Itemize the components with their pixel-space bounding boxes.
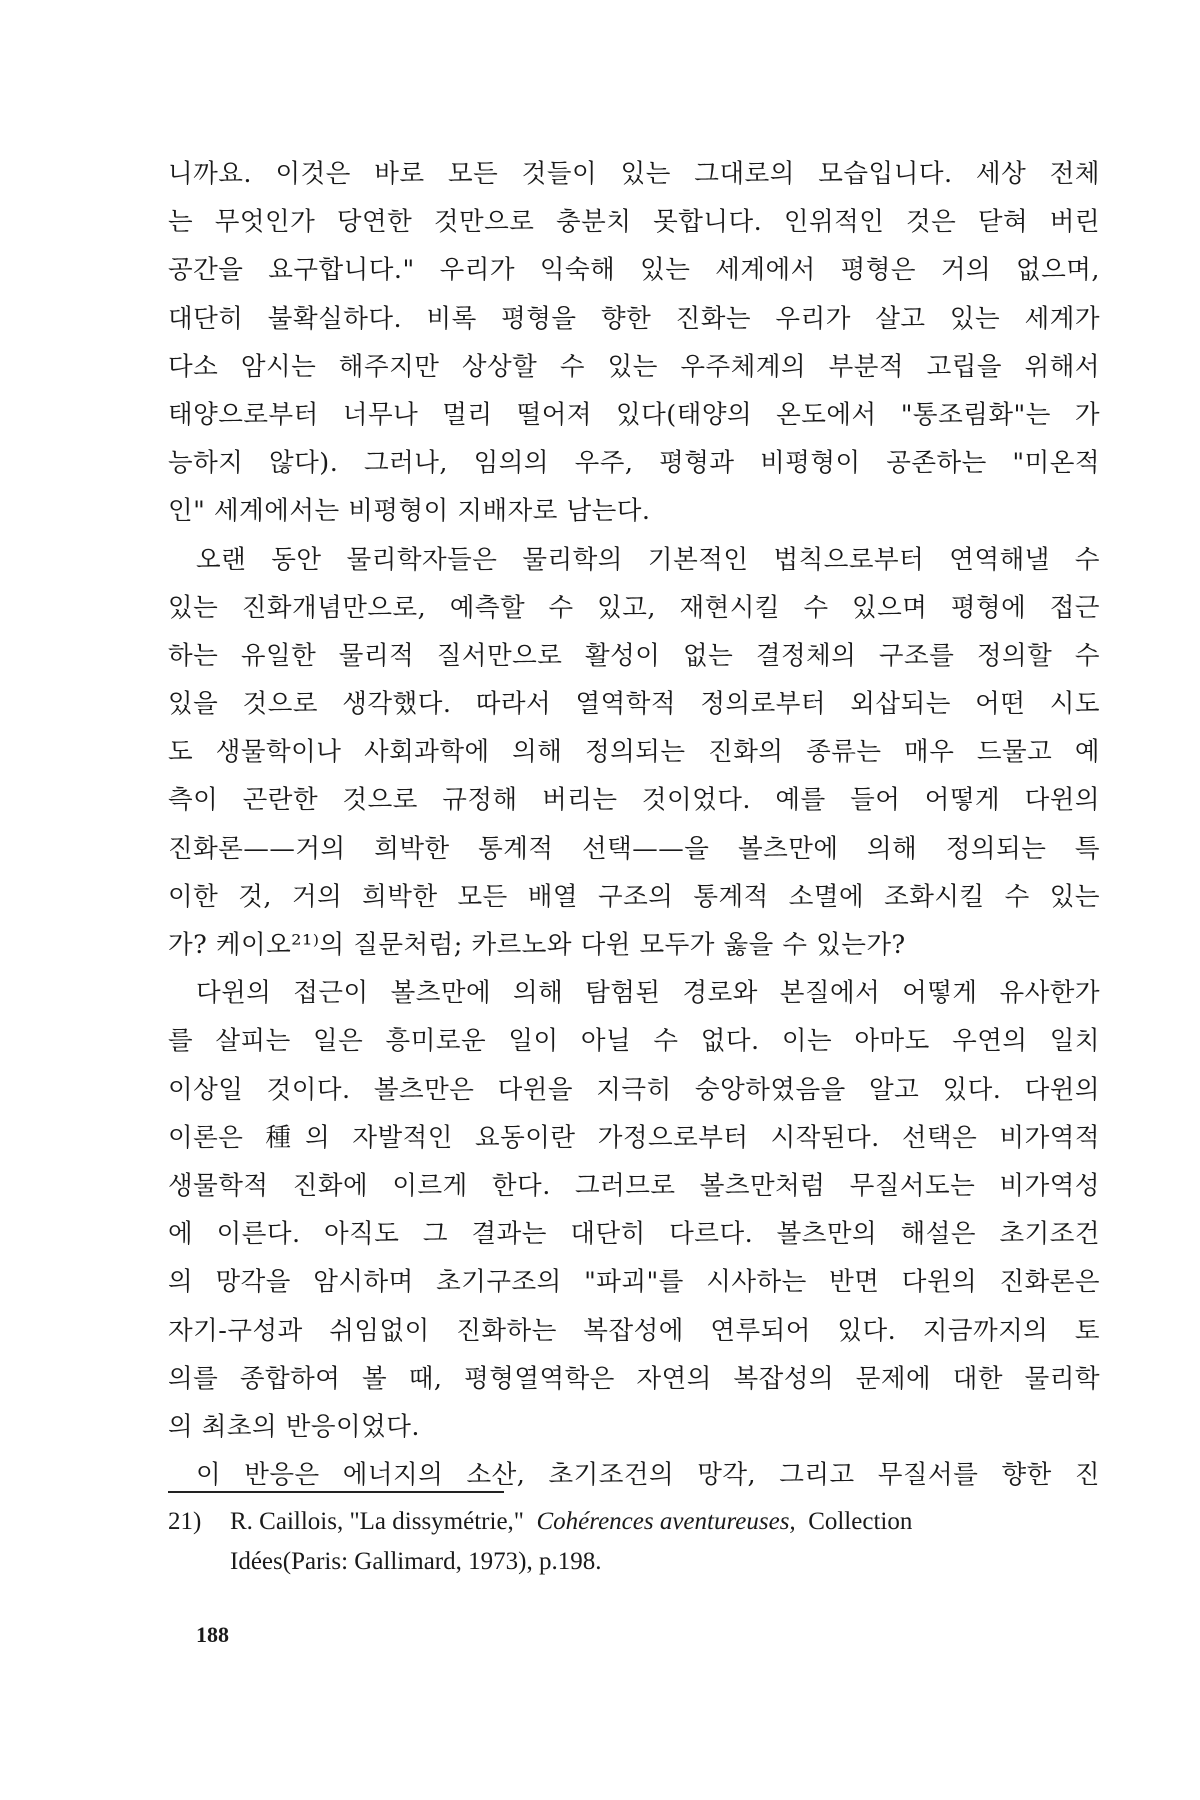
text-line: 이 반응은 에너지의 소산, 초기조건의 망각, 그리고 무질서를 향한 진 bbox=[196, 1460, 1100, 1491]
text-line: 가? 케이오²¹⁾의 질문처럼; 카르노와 다윈 모두가 옳을 수 있는가? bbox=[168, 930, 906, 960]
text-line: 인" 세계에서는 비평형이 지배자로 남는다. bbox=[168, 496, 651, 527]
text-line: 능하지 않다). 그러나, 임의의 우주, 평형과 비평형이 공존하는 "미온적 bbox=[168, 448, 1100, 479]
text-line: 있을 것으로 생각했다. 따라서 열역학적 정의로부터 외삽되는 어떤 시도 bbox=[168, 689, 1100, 720]
text-line: 의 망각을 암시하며 초기구조의 "파괴"를 시사하는 반면 다윈의 진화론은 bbox=[168, 1267, 1100, 1298]
text-line: 하는 유일한 물리적 질서만으로 활성이 없는 결정체의 구조를 정의할 수 bbox=[168, 640, 1100, 671]
text-line: 다소 암시는 해주지만 상상할 수 있는 우주체계의 부분적 고립을 위해서 bbox=[168, 351, 1100, 382]
text-line: 있는 진화개념만으로, 예측할 수 있고, 재현시킬 수 있으며 평형에 접근 bbox=[168, 592, 1100, 623]
footnote bbox=[168, 1502, 1100, 1582]
text-line: 도 생물학이나 사회과학에 의해 정의되는 진화의 종류는 매우 드물고 예 bbox=[168, 737, 1100, 768]
footnote-book-title: Cohérences aventureuses, bbox=[536, 1508, 796, 1535]
text-line: 이한 것, 거의 희박한 모든 배열 구조의 통계적 소멸에 조화시킬 수 있는 bbox=[168, 881, 1100, 912]
text-line: 의 최초의 반응이었다. bbox=[168, 1411, 421, 1442]
text-line: 의를 종합하여 볼 때, 평형열역학은 자연의 복잡성의 문제에 대한 물리학 bbox=[168, 1363, 1100, 1394]
text-line: 이상일 것이다. 볼츠만은 다윈을 지극히 숭앙하였음을 알고 있다. 다윈의 bbox=[168, 1074, 1100, 1105]
footnote-collection: Collection bbox=[808, 1508, 913, 1535]
footnote-line: Idées(Paris: Gallimard, 1973), p.198. bbox=[230, 1548, 602, 1575]
text-line: 측이 곤란한 것으로 규정해 버리는 것이었다. 예를 들어 어떻게 다윈의 bbox=[168, 785, 1100, 816]
text-line: 이론은 種의 자발적인 요동이란 가정으로부터 시작된다. 선택은 비가역적 bbox=[168, 1122, 1100, 1153]
footnote-author: R. Caillois, "La dissymétrie," bbox=[230, 1508, 524, 1535]
text-line: 대단히 불확실하다. 비록 평형을 향한 진화는 우리가 살고 있는 세계가 bbox=[168, 303, 1100, 334]
text-line: 생물학적 진화에 이르게 한다. 그러므로 볼츠만처럼 무질서도는 비가역성 bbox=[168, 1170, 1100, 1201]
text-line: 태양으로부터 너무나 멀리 떨어져 있다(태양의 온도에서 "통조림화"는 가 bbox=[168, 399, 1100, 430]
footnote-line bbox=[168, 1502, 1100, 1542]
text-line: 자기-구성과 쉬임없이 진화하는 복잡성에 연루되어 있다. 지금까지의 토 bbox=[168, 1315, 1100, 1346]
text-line: 오랜 동안 물리학자들은 물리학의 기본적인 법칙으로부터 연역해낼 수 bbox=[196, 544, 1100, 575]
text-line: 공간을 요구합니다." 우리가 익숙해 있는 세계에서 평형은 거의 없으며, bbox=[168, 255, 1100, 286]
text-line: 는 무엇인가 당연한 것만으로 충분치 못합니다. 인위적인 것은 닫혀 버린 bbox=[168, 207, 1100, 238]
text-line: 를 살피는 일은 흥미로운 일이 아닐 수 없다. 이는 아마도 우연의 일치 bbox=[168, 1026, 1100, 1057]
text-line: 진화론——거의 희박한 통계적 선택——을 볼츠만에 의해 정의되는 특 bbox=[168, 833, 1100, 864]
text-line: 다윈의 접근이 볼츠만에 의해 탐험된 경로와 본질에서 어떻게 유사한가 bbox=[196, 978, 1100, 1009]
body-text bbox=[168, 150, 1100, 1499]
footnote-divider bbox=[168, 1491, 504, 1493]
footnote-number: 21) bbox=[168, 1508, 202, 1535]
page-number: 188 bbox=[196, 1622, 229, 1647]
text-line: 니까요. 이것은 바로 모든 것들이 있는 그대로의 모습입니다. 세상 전체 bbox=[168, 159, 1100, 189]
text-line: 에 이른다. 아직도 그 결과는 대단히 다르다. 볼츠만의 해설은 초기조건 bbox=[168, 1219, 1100, 1250]
